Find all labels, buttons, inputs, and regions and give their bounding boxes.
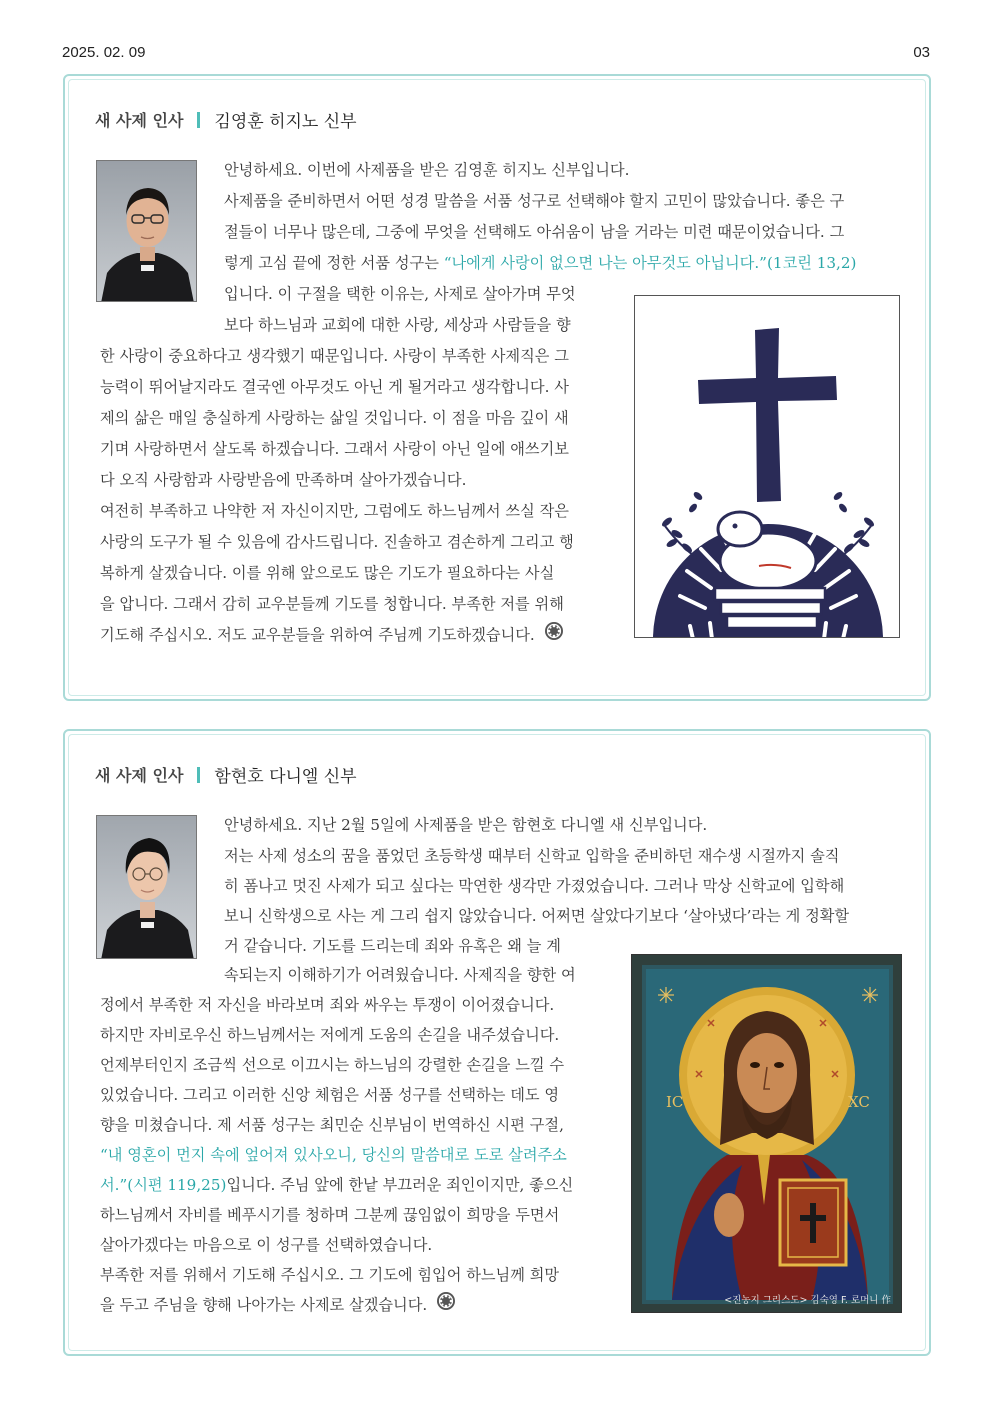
- body-line: 향을 미쳤습니다. 제 서품 성구는 최민순 신부님이 번역하신 시편 구절,: [100, 1116, 564, 1134]
- ordination-verse: “내 영혼이 먼지 속에 엎어져 있사오니, 당신의 말씀대로 도로 살려주소: [100, 1146, 567, 1164]
- body-line: 언제부터인지 조금씩 선으로 이끄시는 하느님의 강렬한 손길을 느낄 수: [100, 1056, 565, 1074]
- body-line-text: 입니다. 주님 앞에 한낱 부끄러운 죄인이지만, 좋으신: [226, 1176, 574, 1194]
- greeting-panel-2: [63, 729, 931, 1356]
- svg-text:XC: XC: [848, 1093, 870, 1111]
- body-line: 기며 사랑하면서 살도록 하겠습니다. 그래서 사랑이 아닌 일에 애쓰기보: [100, 440, 569, 458]
- body-line: [224, 248, 856, 279]
- body-line-text: 기도해 주십시오. 저도 교우분들을 위하여 주님께 기도하겠습니다.: [100, 626, 535, 644]
- greeting-panel-1: [63, 74, 931, 701]
- body-line: [100, 1290, 456, 1321]
- body-line: 을 압니다. 그래서 감히 교우분들께 기도를 청합니다. 부족한 저를 위해: [100, 595, 564, 613]
- body-line-text: 렇게 고심 끝에 정한 서품 성구는: [224, 254, 444, 272]
- body-line: 살아가겠다는 마음으로 이 성구를 선택하였습니다.: [100, 1236, 433, 1254]
- body-line: 부족한 저를 위해서 기도해 주십시오. 그 기도에 힘입어 하느님께 희망: [100, 1266, 560, 1284]
- body-line: 정에서 부족한 저 자신을 바라보며 죄와 싸우는 투쟁이 이어졌습니다.: [100, 996, 555, 1014]
- body-line: 복하게 살겠습니다. 이를 위해 앞으로도 많은 기도가 필요하다는 사실: [100, 564, 555, 582]
- issue-date: 2025. 02. 09: [62, 44, 146, 61]
- end-mark-icon: [436, 1291, 456, 1322]
- body-line: 안녕하세요. 지난 2월 5일에 사제품을 받은 함현호 다니엘 새 신부입니다.: [224, 816, 708, 834]
- page-number: 03: [913, 44, 930, 61]
- body-line: 보니 신학생으로 사는 게 그리 쉽지 않았습니다. 어쩌면 살았다기보다 ‘살아냈다’라는 게 정확할: [224, 907, 850, 925]
- body-line: 사랑의 도구가 될 수 있음에 감사드립니다. 진솔하고 겸손하게 그리고 행: [100, 533, 574, 551]
- ordination-verse: “나에게 사랑이 없으면 나는 아무것도 아닙니다.”(1코린 13,2): [443, 254, 857, 272]
- body-line: 하느님께서 자비를 베푸시기를 청하며 그분께 끊임없이 희망을 두면서: [100, 1206, 560, 1224]
- cross-lamb-illustration: [634, 295, 900, 638]
- body-line-text: 을 두고 주님을 향해 나아가는 사제로 살겠습니다.: [100, 1296, 428, 1314]
- christ-icon-painting: [631, 954, 902, 1313]
- body-line: 다 오직 사랑함과 사랑받음에 만족하며 살아가겠습니다.: [100, 471, 467, 489]
- body-line: 있었습니다. 그리고 이러한 신앙 체험은 서품 성구를 선택하는 데도 영: [100, 1086, 560, 1104]
- title-divider: [197, 767, 200, 783]
- article-title: [95, 762, 357, 787]
- body-line: 안녕하세요. 이번에 사제품을 받은 김영훈 히지노 신부입니다.: [224, 161, 630, 179]
- body-line: [100, 620, 564, 651]
- priest-photo: [96, 160, 197, 302]
- body-line: 하지만 자비로우신 하느님께서는 저에게 도움의 손길을 내주셨습니다.: [100, 1026, 560, 1044]
- svg-text:IC: IC: [666, 1093, 684, 1111]
- body-line: 저는 사제 성소의 꿈을 품었던 초등학생 때부터 신학교 입학을 준비하던 재수생 시절까지 솔직: [224, 847, 840, 865]
- artwork-caption: <진농지 그리스도> 김숙영 F. 로머니 作: [724, 1295, 891, 1306]
- section-label: 새 사제 인사: [95, 766, 184, 785]
- article-title: [95, 107, 357, 132]
- ordination-verse-end: 서.”(시편 119,25): [100, 1176, 227, 1194]
- body-line: 절들이 너무나 많은데, 그중에 무엇을 선택해도 아쉬움이 남을 거라는 미련 때문이었습니다. 그: [224, 223, 845, 241]
- body-line: 제의 삶은 매일 충실하게 사랑하는 삶일 것입니다. 이 점을 마음 깊이 새: [100, 409, 569, 427]
- priest-name: 함현호 다니엘 신부: [214, 767, 357, 787]
- title-divider: [197, 112, 200, 128]
- priest-name: 김영훈 히지노 신부: [214, 112, 357, 132]
- body-line: 능력이 뛰어날지라도 결국엔 아무것도 아닌 게 될거라고 생각합니다. 사: [100, 378, 569, 396]
- priest-photo: [96, 815, 197, 959]
- section-label: 새 사제 인사: [95, 111, 184, 130]
- body-line: 보다 하느님과 교회에 대한 사랑, 세상과 사람들을 향: [224, 316, 571, 334]
- body-line: 히 폼나고 멋진 사제가 되고 싶다는 막연한 생각만 가졌었습니다. 그러나 막상 신학교에 입학해: [224, 877, 845, 895]
- body-line: 여전히 부족하고 나약한 저 자신이지만, 그럼에도 하느님께서 쓰실 작은: [100, 502, 569, 520]
- body-line: 속되는지 이해하기가 어려웠습니다. 사제직을 향한 여: [224, 966, 576, 984]
- body-line: 한 사랑이 중요하다고 생각했기 때문입니다. 사랑이 부족한 사제직은 그: [100, 347, 569, 365]
- body-line: [100, 1170, 573, 1201]
- end-mark-icon: [544, 621, 564, 652]
- body-line: 사제품을 준비하면서 어떤 성경 말씀을 서품 성구로 선택해야 할지 고민이 많았습니다. 좋은 구: [224, 192, 845, 210]
- body-line: 거 같습니다. 기도를 드리는데 죄와 유혹은 왜 늘 계: [224, 937, 561, 955]
- body-line: 입니다. 이 구절을 택한 이유는, 사제로 살아가며 무엇: [224, 285, 576, 303]
